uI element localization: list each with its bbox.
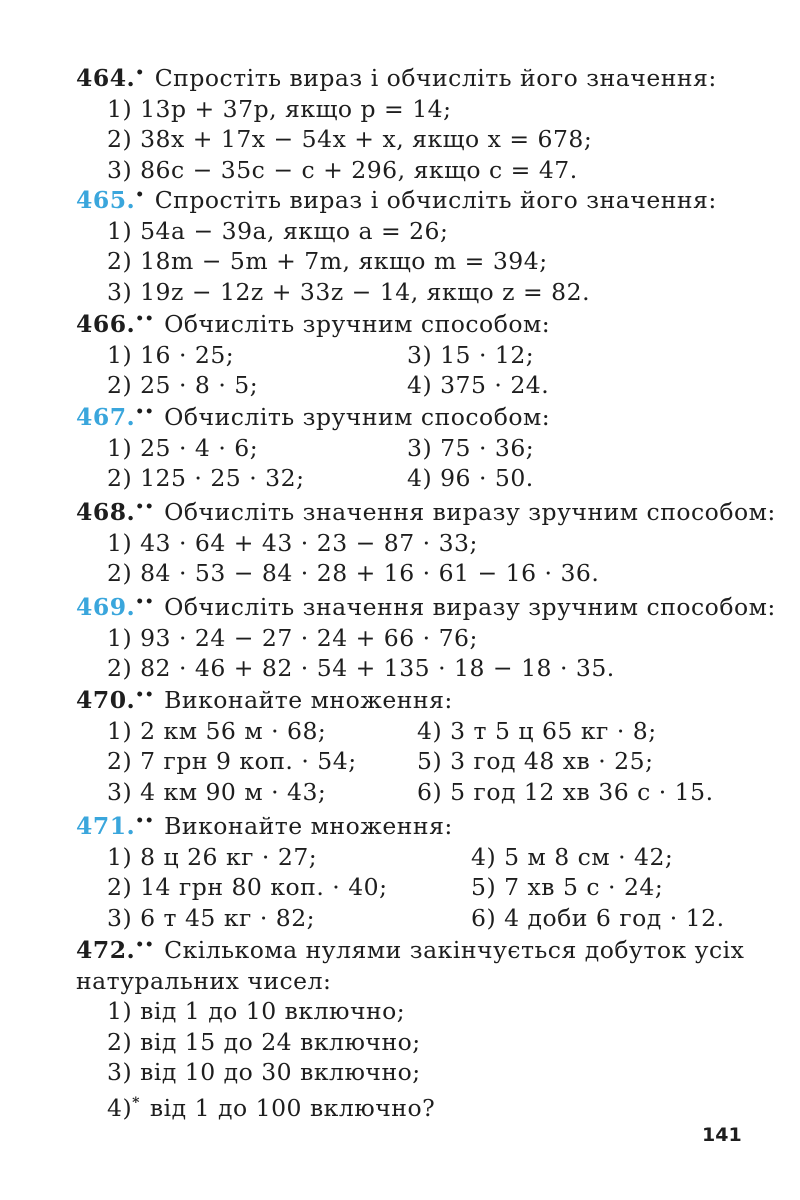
problem-item: 1) 16 · 25; [107, 340, 235, 369]
problem-item: 5) 7 хв 5 с · 24; [471, 873, 664, 901]
problem-item: 1) від 1 до 10 включно; [107, 997, 406, 1025]
problem-item: 1) 93 · 24 − 27 · 24 + 66 · 76; [107, 623, 478, 652]
problem-item: 2) 82 · 46 + 82 · 54 + 135 · 18 − 18 · 35. [107, 654, 615, 682]
problem-title: Обчисліть зручним способом: [164, 310, 551, 338]
problem-item: 2) 25 · 8 · 5; [107, 371, 259, 399]
problem-item: 4) 5 м 8 см · 42; [471, 842, 674, 871]
problem-row [76, 746, 760, 777]
difficulty-mark: •• [135, 937, 155, 953]
problem-item: 1) 43 · 64 + 43 · 23 − 87 · 33; [107, 528, 478, 557]
problem-item: 6) 5 год 12 хв 36 с · 15. [417, 777, 714, 806]
problem-number: 465. [76, 186, 136, 214]
difficulty-mark: •• [135, 594, 155, 610]
problem-header [76, 492, 776, 528]
problem-item: 3) 75 · 36; [407, 433, 535, 462]
difficulty-mark: •• [135, 499, 155, 515]
problem-item: 6) 4 доби 6 год · 12. [471, 903, 725, 932]
difficulty-mark: • [135, 187, 145, 203]
problem-467 [76, 397, 760, 494]
problem-row [76, 872, 760, 903]
problem-header [76, 397, 760, 433]
problem-row [76, 903, 760, 934]
problem-row [76, 777, 760, 808]
problem-row [76, 842, 760, 873]
problem-row [76, 716, 760, 747]
problem-number: 464. [76, 64, 136, 92]
problem-item: 4) 96 · 50. [407, 464, 534, 492]
problem-title: Обчисліть значення виразу зручним способом: [164, 498, 776, 526]
item-text: від 1 до 100 включно? [141, 1093, 436, 1122]
problem-item: 5) 3 год 48 хв · 25; [417, 747, 654, 775]
difficulty-mark: •• [135, 813, 155, 829]
problem-row [76, 463, 760, 494]
problem-item: 2) 125 · 25 · 32; [107, 464, 305, 492]
problem-item: 4) 3 т 5 ц 65 кг · 8; [417, 716, 657, 745]
problem-item: 3) 86c − 35c − c + 296, якщо c = 47. [107, 155, 578, 184]
problem-item: 2) 84 · 53 − 84 · 28 + 16 · 61 − 16 · 36. [107, 559, 600, 587]
problem-header [76, 180, 760, 216]
difficulty-mark: •• [135, 404, 155, 420]
problem-number: 466. [76, 310, 136, 338]
page-number: 141 [702, 1124, 742, 1146]
problem-469 [76, 587, 776, 684]
problem-468 [76, 492, 776, 589]
problem-item: 2) 38x + 17x − 54x + x, якщо x = 678; [107, 125, 593, 153]
problem-title: Спростіть вираз і обчисліть його значення: [154, 64, 717, 92]
problem-471 [76, 806, 760, 933]
problem-header [76, 806, 760, 842]
problem-title: Обчисліть зручним способом: [164, 403, 551, 431]
difficulty-mark: •• [135, 687, 155, 703]
problem-header [76, 304, 760, 340]
problem-item: 1) 2 км 56 м · 68; [107, 716, 327, 745]
problem-number: 468. [76, 498, 136, 526]
problem-item: 2) 14 грн 80 коп. · 40; [107, 873, 388, 901]
problem-title-continuation: натуральних чисел: [76, 966, 332, 995]
problem-470 [76, 680, 760, 807]
problem-number: 470. [76, 686, 136, 714]
problem-item: 2) 7 грн 9 коп. · 54; [107, 747, 357, 775]
problem-title: Спростіть вираз і обчисліть його значення: [154, 186, 717, 214]
problem-item: 1) 54a − 39a, якщо a = 26; [107, 216, 449, 245]
problem-item: 3) від 10 до 30 включно; [107, 1058, 421, 1086]
problem-number: 472. [76, 936, 136, 964]
problem-number: 469. [76, 593, 136, 621]
problem-item: 1) 25 · 4 · 6; [107, 433, 259, 462]
problem-title: Виконайте множення: [164, 812, 453, 840]
difficulty-mark: • [135, 65, 145, 81]
problem-row [76, 370, 760, 401]
star-mark: * [132, 1094, 140, 1111]
problem-item: 1) 13p + 37p, якщо p = 14; [107, 94, 452, 123]
problem-header [76, 587, 776, 623]
problem-item: 3) 19z − 12z + 33z − 14, якщо z = 82. [107, 277, 591, 306]
problem-number: 467. [76, 403, 136, 431]
problem-header [76, 930, 760, 966]
problem-465 [76, 180, 760, 307]
problem-header [76, 58, 760, 94]
problem-item: 3) 4 км 90 м · 43; [107, 777, 327, 806]
problem-item: 1) 8 ц 26 кг · 27; [107, 842, 318, 871]
problem-number: 471. [76, 812, 136, 840]
problem-header [76, 680, 760, 716]
problem-row [76, 340, 760, 371]
problem-item: 2) 18m − 5m + 7m, якщо m = 394; [107, 247, 548, 275]
difficulty-mark: •• [135, 311, 155, 327]
problem-472 [76, 930, 760, 1123]
problem-item [76, 1088, 760, 1124]
problem-row [76, 433, 760, 464]
problem-title: Скількома нулями закінчується добуток усіх [164, 936, 745, 964]
problem-title: Обчисліть значення виразу зручним способом: [164, 593, 776, 621]
problem-item: 3) 6 т 45 кг · 82; [107, 903, 316, 932]
problem-464 [76, 58, 760, 185]
problem-item: 3) 15 · 12; [407, 340, 535, 369]
item-prefix: 4) [107, 1093, 133, 1122]
problem-item: 4) 375 · 24. [407, 371, 550, 399]
problem-466 [76, 304, 760, 401]
problem-title: Виконайте множення: [164, 686, 453, 714]
problem-item: 2) від 15 до 24 включно; [107, 1027, 421, 1056]
